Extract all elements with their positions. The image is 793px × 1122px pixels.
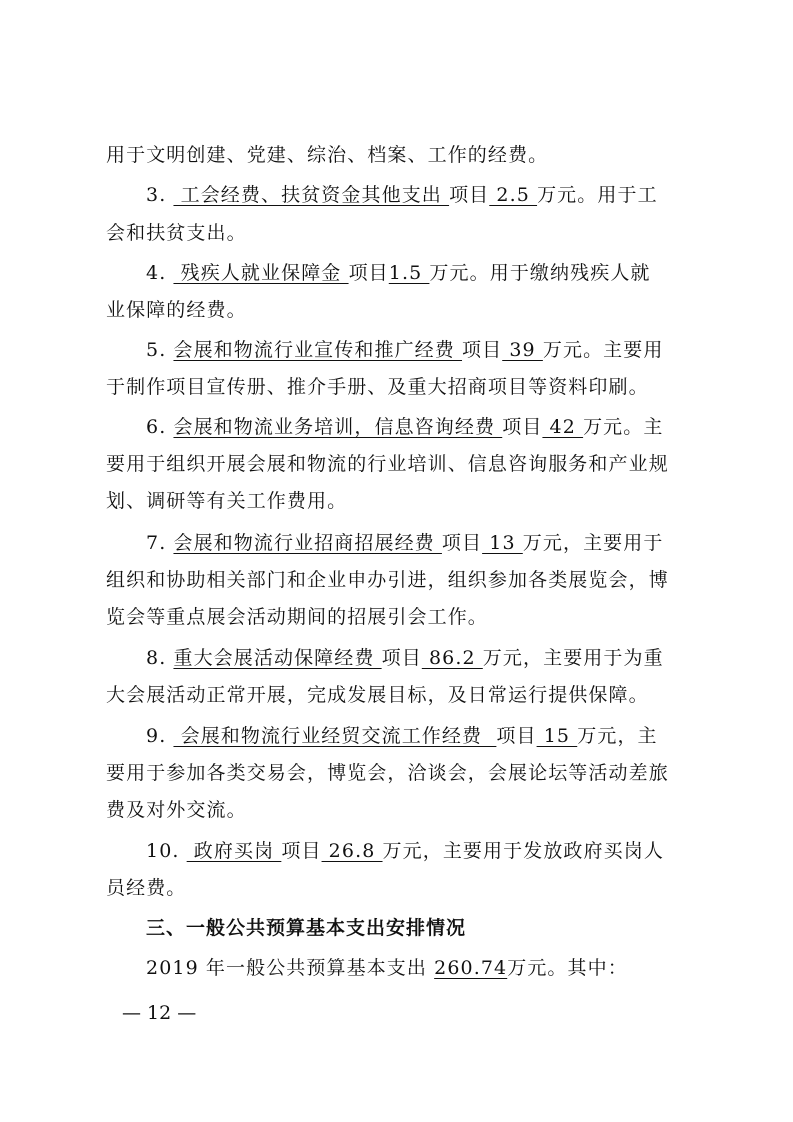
paragraph-line: 用于文明创建、党建、综治、档案、工作的经费。: [106, 144, 549, 166]
item-8-amount: 86.2: [421, 647, 483, 669]
paragraph-line: 费及对外交流。: [106, 799, 247, 821]
paragraph-line: 业保障的经费。: [106, 299, 247, 321]
item-9-line: 9. 会展和物流行业经贸交流工作经费 项目 15 万元，主: [146, 725, 658, 747]
item-10-line: 10. 政府买岗 项目 26.8 万元，主要用于发放政府买岗人: [146, 840, 664, 862]
item-8-line: 8. 重大会展活动保障经费 项目 86.2 万元，主要用于为重: [146, 647, 664, 669]
paragraph-line: 划、调研等有关工作费用。: [106, 490, 348, 512]
paragraph-line: 览会等重点展会活动期间的招展引会工作。: [106, 606, 488, 628]
paragraph-line: 于制作项目宣传册、推介手册、及重大招商项目等资料印刷。: [106, 376, 649, 398]
item-4-line: 4. 残疾人就业保障金 项目1.5 万元。用于缴纳残疾人就: [146, 262, 651, 284]
item-7-name: 会展和物流行业招商招展经费: [173, 532, 442, 554]
basic-expense-amount: 260.74: [434, 957, 508, 979]
page-number: — 12 —: [122, 1002, 197, 1024]
item-3-line: 3. 工会经费、扶贫资金其他支出 项目 2.5 万元。用于工: [146, 184, 658, 206]
item-7-line: 7. 会展和物流行业招商招展经费 项目 13 万元，主要用于: [146, 532, 664, 554]
item-4-name: 残疾人就业保障金: [173, 262, 349, 284]
paragraph-line: 要用于组织开展会展和物流的行业培训、信息咨询服务和产业规: [106, 453, 669, 475]
item-9-name: 会展和物流行业经贸交流工作经费: [173, 725, 497, 747]
item-10-amount: 26.8: [321, 840, 383, 862]
section-heading: 三、一般公共预算基本支出安排情况: [146, 917, 467, 939]
item-8-name: 重大会展活动保障经费: [173, 647, 382, 669]
item-3-name: 工会经费、扶贫资金其他支出: [173, 184, 450, 206]
item-6-amount: 42: [542, 416, 584, 438]
item-5-name: 会展和物流行业宣传和推广经费: [173, 339, 463, 361]
paragraph-line: 大会展活动正常开展，完成发展目标，及日常运行提供保障。: [106, 684, 649, 706]
item-5-line: 5. 会展和物流行业宣传和推广经费 项目 39 万元。主要用: [146, 339, 664, 361]
summary-line: 2019 年一般公共预算基本支出 260.74万元。其中：: [146, 957, 628, 979]
paragraph-line: 会和扶贫支出。: [106, 222, 247, 244]
item-3-amount: 2.5: [489, 184, 538, 206]
paragraph-line: 要用于参加各类交易会，博览会，洽谈会，会展论坛等活动差旅: [106, 762, 669, 784]
item-9-amount: 15: [536, 725, 578, 747]
item-7-amount: 13: [482, 532, 523, 554]
item-4-amount: 1.5: [388, 262, 430, 284]
paragraph-line: 组织和协助相关部门和企业申办引进，组织参加各类展览会，博: [106, 569, 669, 591]
paragraph-line: 员经费。: [106, 877, 187, 899]
item-6-line: 6. 会展和物流业务培训，信息咨询经费 项目 42 万元。主: [146, 416, 664, 438]
item-6-name: 会展和物流业务培训，信息咨询经费: [173, 416, 503, 438]
item-5-amount: 39: [502, 339, 543, 361]
item-10-name: 政府买岗: [186, 840, 282, 862]
